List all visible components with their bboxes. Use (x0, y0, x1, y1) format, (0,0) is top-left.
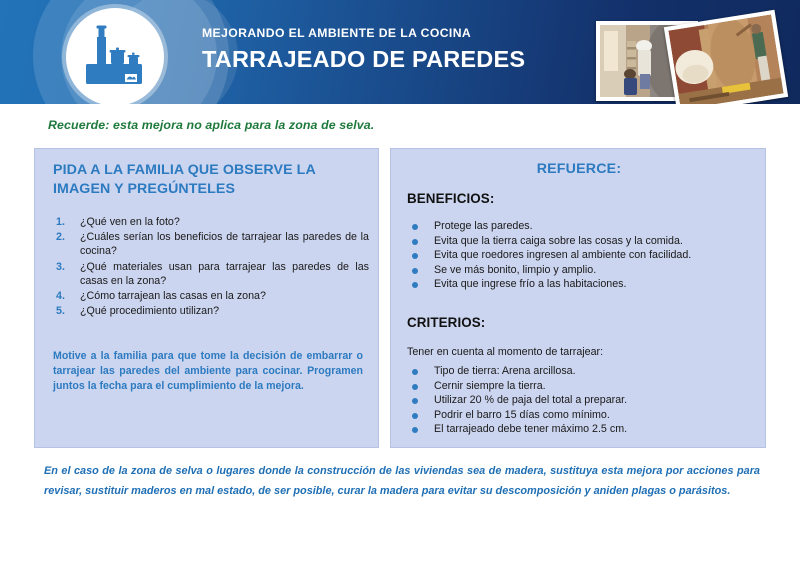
kitchen-stove-icon (80, 21, 150, 93)
header-banner (0, 0, 800, 104)
question-number: 2. (56, 231, 65, 244)
header-photo-interior-image (668, 14, 783, 104)
question-text: ¿Cómo tarrajean las casas en la zona? (80, 290, 266, 303)
list-item: Evita que ingrese frío a las habitaciones. (407, 277, 757, 292)
right-panel (390, 148, 766, 448)
question-text: ¿Qué procedimiento utilizan? (80, 305, 220, 318)
beneficios-heading: BENEFICIOS: (407, 191, 495, 206)
criterios-list (407, 364, 757, 437)
list-item: El tarrajeado debe tener máximo 2.5 cm. (407, 422, 757, 437)
question-text: ¿Qué ven en la foto? (80, 216, 180, 228)
list-item: Se ve más bonito, limpio y amplio. (407, 263, 757, 278)
page-title: TARRAJEADO DE PAREDES (202, 46, 526, 72)
logo-badge (66, 8, 164, 104)
criterios-intro: Tener en cuenta al momento de tarrajear: (407, 346, 604, 358)
list-item (53, 289, 369, 303)
question-text: ¿Cuáles serían los beneficios de tarrajear las paredes de la cocina? (80, 231, 369, 258)
question-number: 5. (56, 305, 65, 318)
recuerde-note: Recuerde: esta mejora no aplica para la zona de selva. (48, 118, 375, 132)
list-item: Protege las paredes. (407, 219, 757, 234)
criterios-heading: CRITERIOS: (407, 315, 486, 330)
list-item (53, 215, 369, 229)
header-kicker: MEJORANDO EL AMBIENTE DE LA COCINA (202, 26, 472, 40)
list-item (53, 304, 369, 318)
left-panel-title: PIDA A LA FAMILIA QUE OBSERVE LA IMAGEN Y PREGÚNTELES (53, 162, 316, 197)
list-item: Podrir el barro 15 días como mínimo. (407, 408, 757, 423)
motivation-text: Motive a la familia para que tome la decisión de embarrar o tarrajear las paredes del ambiente para cocinar. Programen juntos la fecha para el cumplimiento de la mejora. (53, 350, 363, 392)
question-list (53, 215, 369, 319)
list-item: Evita que roedores ingresen al ambiente con facilidad. (407, 248, 757, 263)
question-number: 4. (56, 290, 65, 303)
question-number: 1. (56, 216, 65, 228)
title-block (202, 26, 582, 72)
list-item: Utilizar 20 % de paja del total a preparar. (407, 393, 757, 408)
list-item: Evita que la tierra caiga sobre las cosas y la comida. (407, 234, 757, 249)
header-photo-interior (664, 10, 788, 104)
question-number: 3. (56, 260, 65, 273)
list-item: Cernir siempre la tierra. (407, 379, 757, 394)
beneficios-list (407, 219, 757, 292)
question-text: ¿Qué materiales usan para tarrajear las paredes de las casas en la zona? (80, 260, 369, 287)
list-item (53, 260, 369, 288)
footer-note: En el caso de la zona de selva o lugares donde la construcción de las viviendas sea de madera, sustituya esta mejora por acciones para revisar, sustituir maderos en mal estado, de ser posible, curar la madera para evitar su descomposición y aniden plagas o parásitos. (44, 465, 760, 497)
right-panel-title: REFUERCE: (536, 161, 622, 177)
list-item: Tipo de tierra: Arena arcillosa. (407, 364, 757, 379)
list-item (53, 230, 369, 258)
left-panel (34, 148, 379, 448)
